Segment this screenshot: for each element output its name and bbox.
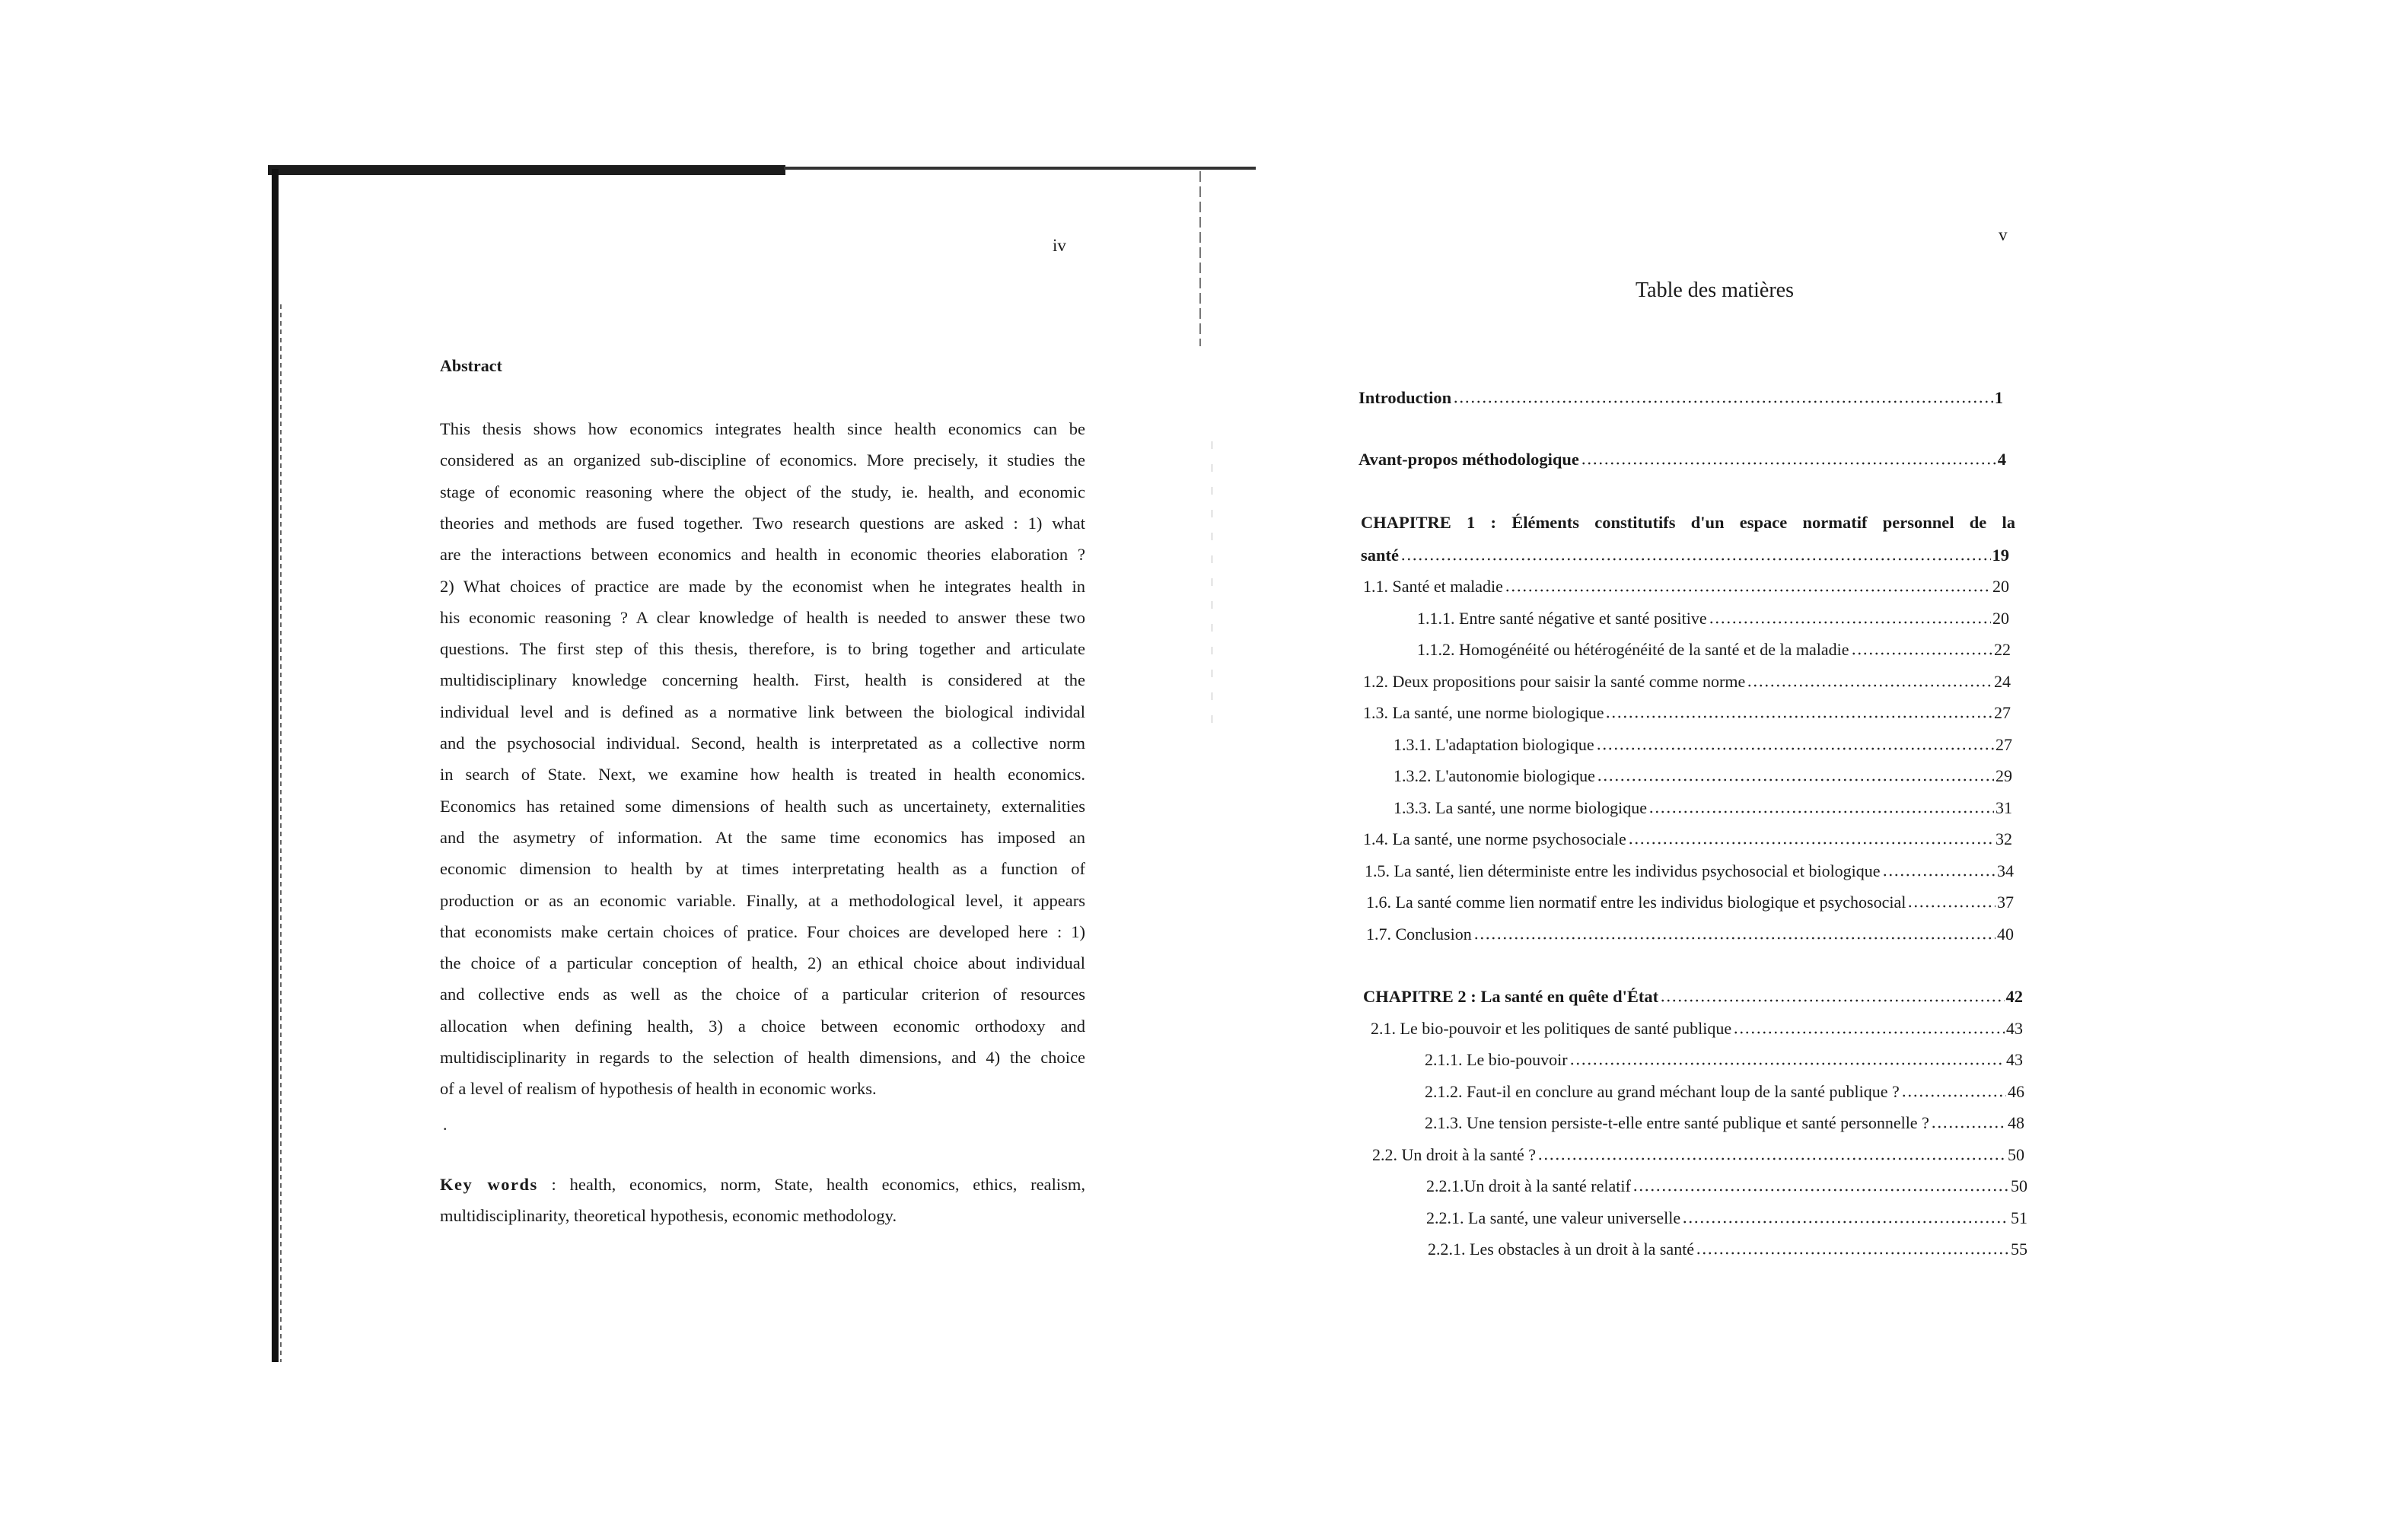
toc-entry-label: 1.2. Deux propositions pour saisir la santé comme norme [1363,672,1746,691]
toc-entry-label: 1.1. Santé et maladie [1363,577,1503,596]
toc-entry-page: 46 [2008,1082,2024,1101]
toc-entry[interactable] [1426,1171,2027,1201]
toc-entry-page: 51 [2011,1208,2027,1227]
abstract-line: his economic reasoning ? A clear knowledge of health is needed to answer these two [440,607,1085,627]
dot-leader [1605,705,1992,718]
toc-entry[interactable] [1426,1203,2027,1233]
toc-chapter-1-heading: CHAPITRE 1 : Éléments constitutifs d'un espace normatif personnel de la [1361,513,2015,532]
toc-entry-page: 40 [1997,925,2014,944]
toc-entry-page: 43 [2006,1050,2023,1069]
abstract-line: that economists make certain choices of pratice. Four choices are developed here : 1) [440,921,1085,941]
toc-entry-label: 2.1. Le bio-pouvoir et les politiques de santé publique [1371,1019,1732,1038]
dot-leader [1537,1147,2006,1160]
toc-entry[interactable] [1394,730,2012,760]
toc-entry-label: 2.2. Un droit à la santé ? [1372,1145,1537,1164]
toc-entry-page: 50 [2011,1176,2027,1195]
toc-entry-label: 1.3.1. L'adaptation biologique [1394,735,1594,754]
abstract-line: production or as an economic variable. Finally, at a methodological level, it appears [440,890,1085,910]
toc-entry-label: santé [1361,546,1399,565]
toc-entry-page: 4 [1997,450,2006,469]
abstract-line: economic dimension to health by at times interpretating health as a function of [440,859,1085,879]
dot-leader [1907,894,1996,908]
toc-entry-page: 27 [1996,735,2012,754]
toc-title: Table des matières [1636,278,1794,302]
toc-entry-page: 20 [1992,609,2009,628]
toc-entry-page: 29 [1996,766,2012,785]
abstract-line: the choice of a particular conception of health, 2) an ethical choice about individual [440,953,1085,973]
toc-entry[interactable] [1363,667,2011,697]
dot-leader [1931,1115,2006,1128]
scan-left-edge-shadow [272,169,279,1362]
toc-entry-page: 24 [1994,672,2011,691]
toc-entry-label: 1.1.2. Homogénéité ou hétérogénéité de la santé et de la maladie [1417,640,1849,659]
dot-leader [1597,768,1994,781]
book-gutter-line [1199,171,1201,346]
scan-top-edge-shadow [268,165,785,175]
toc-entry-page: 20 [1992,577,2009,596]
toc-entry-label: 2.1.1. Le bio-pouvoir [1425,1050,1568,1069]
scan-top-edge-line [784,167,1256,170]
toc-entry[interactable] [1425,1108,2024,1138]
toc-entry-label: 1.3.3. La santé, une norme biologique [1394,798,1647,817]
toc-entry-page: 55 [2011,1240,2027,1259]
toc-entry-page: 43 [2006,1019,2023,1038]
toc-entry[interactable] [1358,383,2003,413]
toc-entry-label: 1.5. La santé, lien déterministe entre les individus psychosocial et biologique [1365,861,1881,880]
toc-entry[interactable] [1366,919,2014,950]
toc-entry-label: 2.1.2. Faut-il en conclure au grand méchant loup de la santé publique ? [1425,1082,1900,1101]
abstract-line: questions. The first step of this thesis, therefore, is to bring together and articulate [440,639,1085,659]
dot-leader [1632,1178,2009,1192]
toc-entry[interactable] [1371,1014,2023,1044]
toc-entry-label: 1.6. La santé comme lien normatif entre les individus biologique et psychosocial [1366,893,1906,912]
abstract-line: and the asymetry of information. At the same time economics has imposed an [440,827,1085,847]
abstract-line: allocation when defining health, 3) a choice between economic orthodoxy and [440,1016,1085,1036]
abstract-line: considered as an organized sub-discipline of economics. More precisely, it studies the [440,450,1085,470]
abstract-line: are the interactions between economics and health in economic theories elaboration ? [440,545,1085,565]
toc-entry-page: 19 [1992,546,2009,565]
toc-entry-page: 42 [2005,987,2023,1006]
page-number-left: iv [1053,236,1066,255]
toc-entry-label: 2.1.3. Une tension persiste-t-elle entre santé publique et santé personnelle ? [1425,1113,1929,1132]
toc-entry-page: 32 [1996,829,2012,848]
toc-entry[interactable] [1363,571,2009,602]
toc-entry[interactable] [1428,1234,2027,1265]
dot-leader [1747,673,1992,687]
keywords-line-2: multidisciplinarity, theoretical hypothesis, economic methodology. [440,1206,897,1225]
abstract-line: and collective ends as well as the choice of a particular criterion of resources [440,985,1085,1004]
abstract-line: and the psychosocial individual. Second, health is interpretated as a collective norm [440,734,1085,753]
dot-leader [1473,926,1996,940]
dot-leader [1901,1084,2006,1097]
toc-entry[interactable] [1417,603,2009,634]
abstract-line: stage of economic reasoning where the object of the study, ie. health, and economic [440,482,1085,501]
dot-leader [1660,988,2004,1002]
toc-entry[interactable] [1417,635,2011,665]
abstract-line: theories and methods are fused together. Two research questions are asked : 1) what [440,513,1085,533]
abstract-line: individual level and is defined as a normative link between the biological individal [440,702,1085,721]
toc-entry-page: 37 [1997,893,2014,912]
toc-entry-page: 27 [1994,703,2011,722]
dot-leader [1709,610,1991,624]
abstract-line: multidisciplinary knowledge concerning health. First, health is considered at the [440,670,1085,690]
dot-leader [1400,547,1991,561]
toc-entry[interactable] [1363,982,2023,1012]
dot-leader [1696,1241,2009,1255]
toc-entry-label: 2.2.1. Les obstacles à un droit à la santé [1428,1240,1695,1259]
toc-entry[interactable] [1372,1140,2024,1170]
dot-leader [1733,1020,2005,1034]
dot-leader [1851,641,1993,655]
toc-entry[interactable] [1363,824,2012,855]
abstract-line: multidisciplinarity in regards to the selection of health dimensions, and 4) the choice [440,1048,1085,1067]
page-number-right: v [1999,225,2008,244]
toc-entry[interactable] [1425,1045,2023,1075]
abstract-line: of a level of realism of hypothesis of health in economic works. [440,1079,877,1099]
stray-mark: . [443,1115,448,1134]
dot-leader [1628,831,1994,845]
dot-leader [1569,1052,2005,1065]
dot-leader [1453,390,1993,403]
dot-leader [1581,451,1996,465]
dot-leader [1882,863,1996,877]
toc-entry-page: 34 [1997,861,2014,880]
toc-entry[interactable] [1358,444,2006,475]
toc-entry-label: 1.1.1. Entre santé négative et santé positive [1417,609,1707,628]
keywords-line-1 [440,1170,1085,1200]
toc-entry-label: 2.2.1.Un droit à la santé relatif [1426,1176,1631,1195]
toc-entry-label: 1.3.2. L'autonomie biologique [1394,766,1595,785]
scan-left-edge-noise [280,304,282,1362]
toc-entry-page: 50 [2008,1145,2024,1164]
toc-entry[interactable] [1394,793,2012,823]
toc-entry[interactable] [1361,540,2009,571]
abstract-line: Economics has retained some dimensions of health such as uncertainety, externalities [440,796,1085,816]
toc-entry[interactable] [1366,887,2014,918]
toc-entry-label: 1.7. Conclusion [1366,925,1472,944]
toc-entry[interactable] [1394,761,2012,791]
abstract-line: This thesis shows how economics integrates health since health economics can be [440,419,1085,438]
dot-leader [1648,800,1994,813]
abstract-line: 2) What choices of practice are made by the economist when he integrates health in [440,576,1085,596]
toc-entry-label: 1.4. La santé, une norme psychosociale [1363,829,1626,848]
toc-entry[interactable] [1365,856,2014,886]
dot-leader [1596,737,1994,750]
abstract-heading: Abstract [440,356,502,375]
dot-leader [1682,1210,2009,1224]
toc-entry[interactable] [1425,1077,2024,1107]
toc-entry-label: CHAPITRE 2 : La santé en quête d'État [1363,987,1659,1006]
toc-entry-label: Introduction [1358,388,1452,407]
toc-entry-label: 1.3. La santé, une norme biologique [1363,703,1604,722]
toc-entry-page: 31 [1996,798,2012,817]
dot-leader [1505,578,1991,592]
toc-entry-label: Avant-propos méthodologique [1358,450,1579,469]
keywords-label: Key words [440,1175,538,1194]
toc-entry-page: 48 [2008,1113,2024,1132]
toc-entry[interactable] [1363,698,2011,728]
toc-entry-page: 1 [1994,388,2003,407]
abstract-line: in search of State. Next, we examine how health is treated in health economics. [440,765,1085,785]
toc-entry-page: 22 [1994,640,2011,659]
keywords-list: : health, economics, norm, State, health economics, ethics, realism, [537,1175,1085,1194]
toc-entry-label: 2.2.1. La santé, une valeur universelle [1426,1208,1681,1227]
